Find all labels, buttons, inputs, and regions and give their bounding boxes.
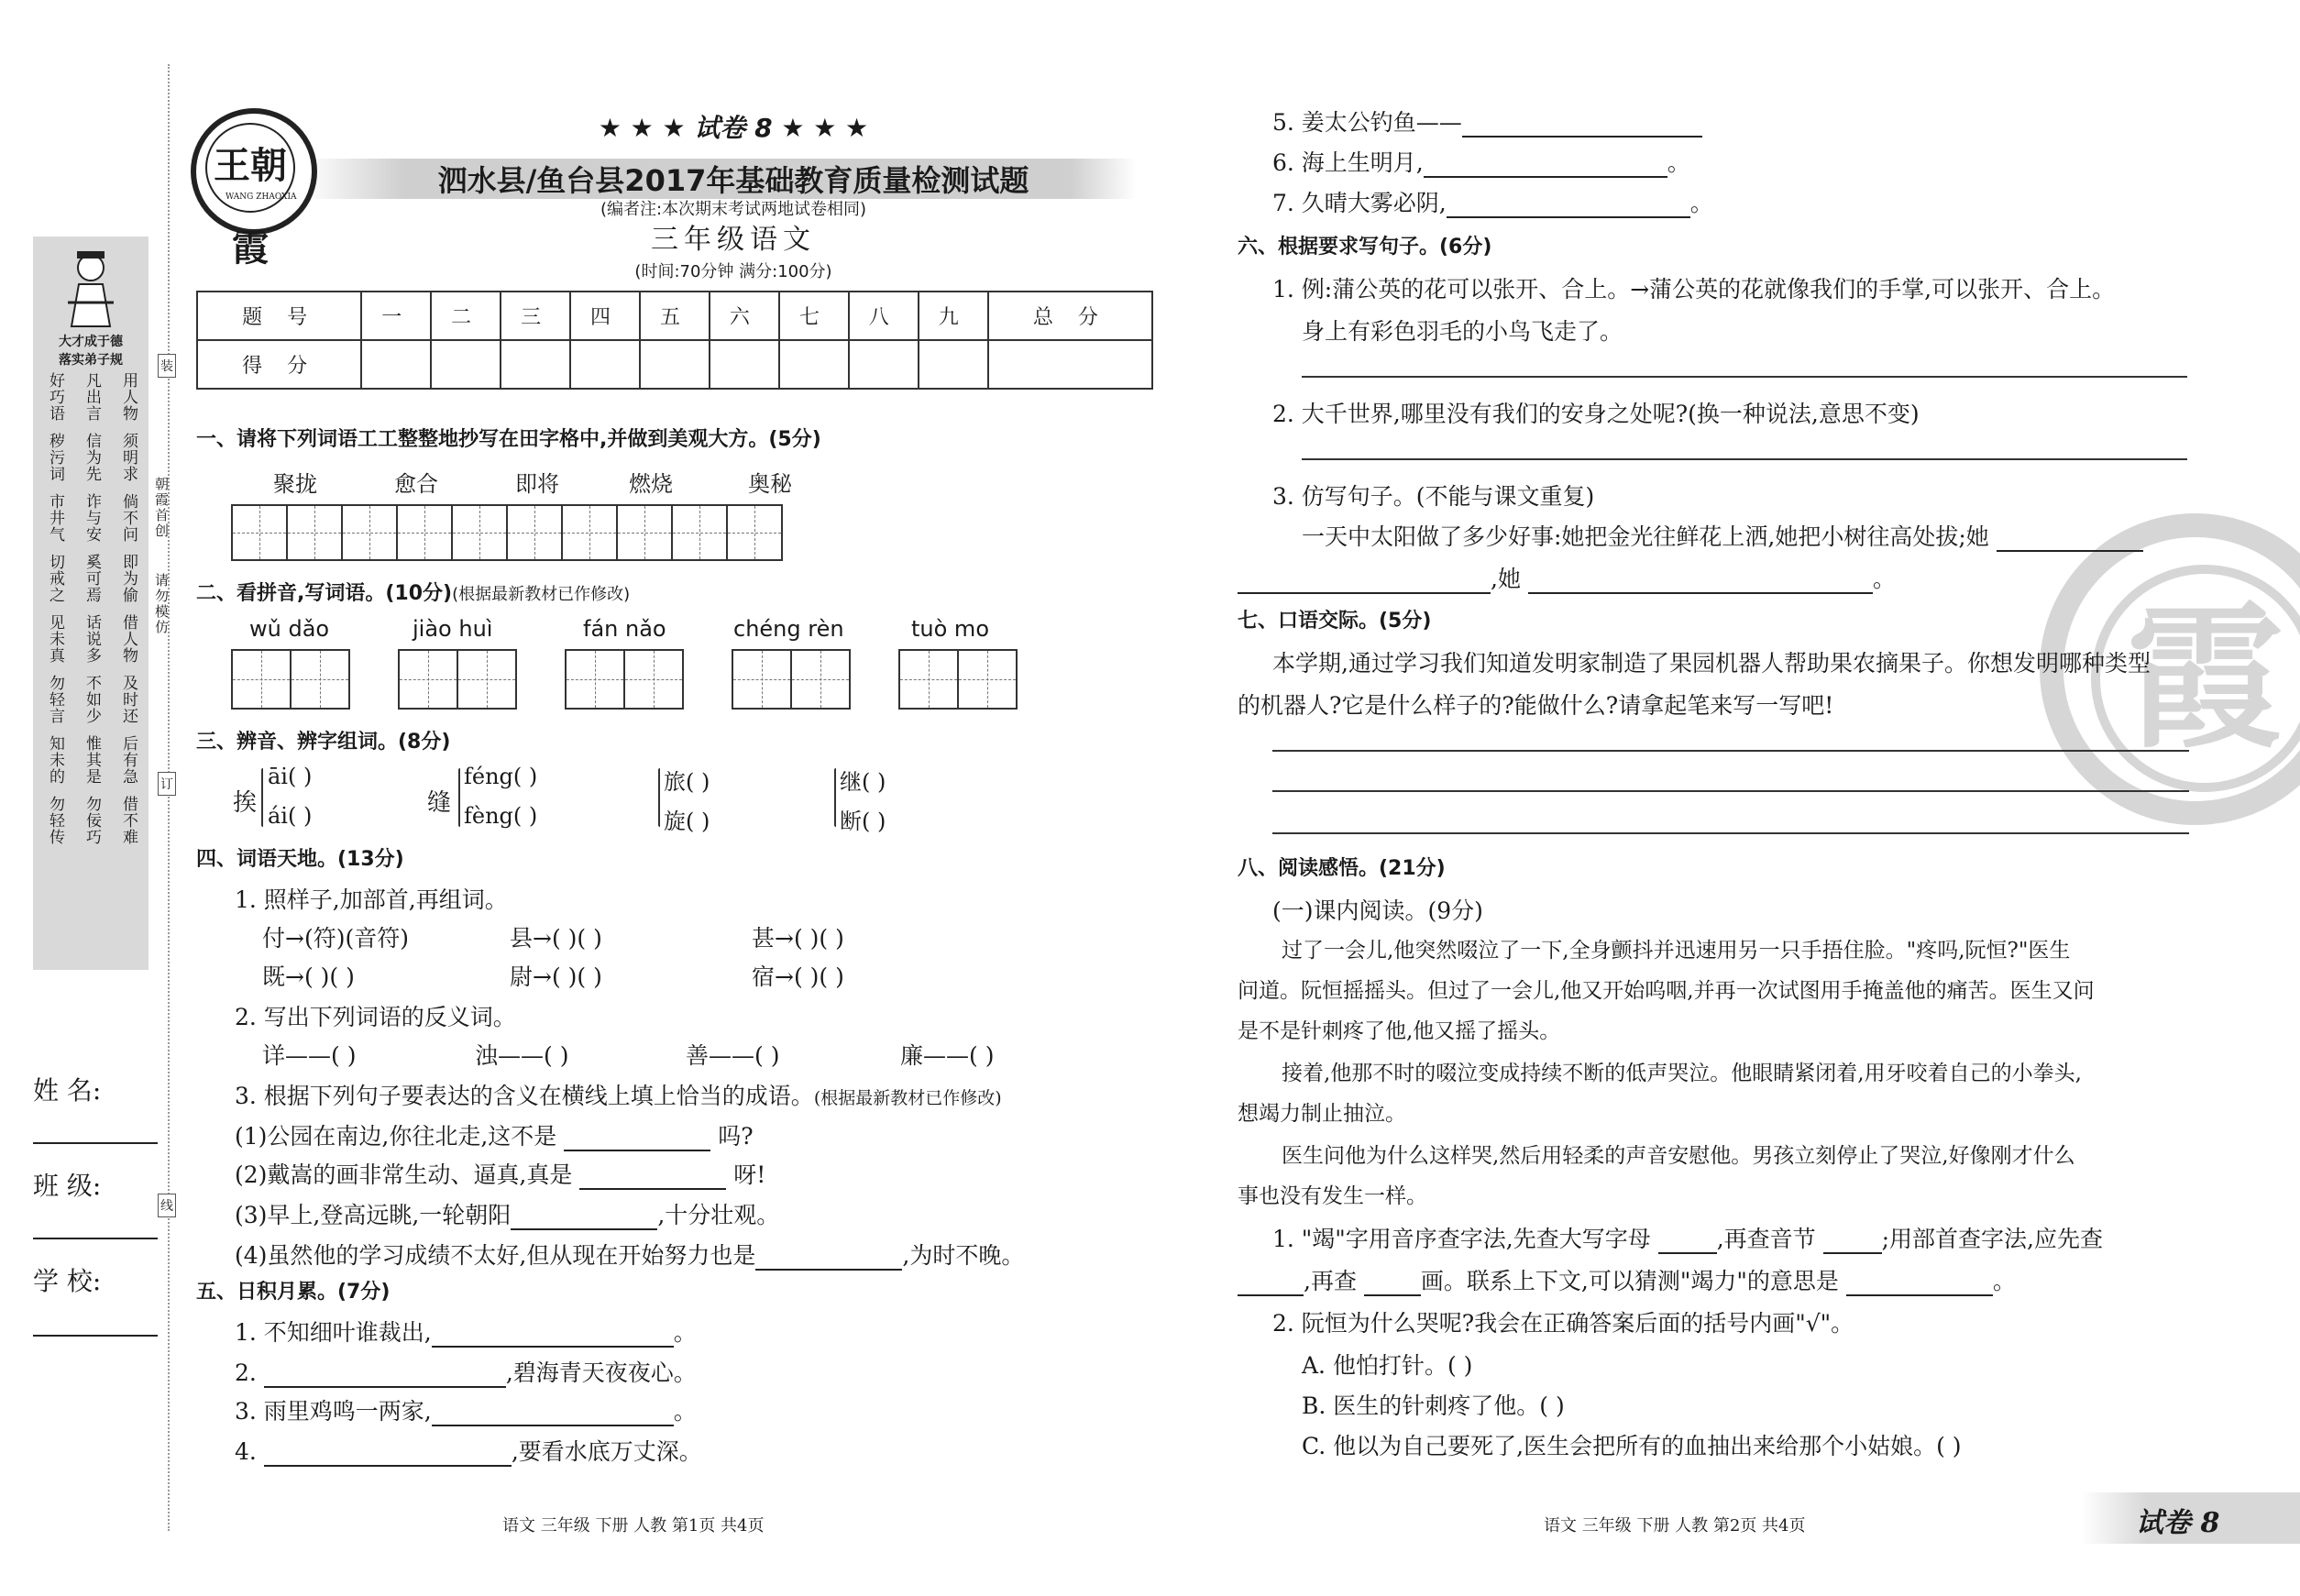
answer-blank[interactable] xyxy=(1238,1268,1304,1296)
q4-part3: 3. 根据下列句子要表达的含义在横线上填上恰当的成语。(根据最新教材已作修改) xyxy=(235,1083,1002,1109)
score-header-row: 题 号 一 二 三 四 五 六 七 八 九 总 分 xyxy=(197,292,1152,340)
q6-part1: 1. 例:蒲公英的花可以张开、合上。→蒲公英的花就像我们的手掌,可以张开、合上。 xyxy=(1272,276,2116,303)
q4-part2: 2. 写出下列词语的反义词。 xyxy=(235,1004,516,1030)
passage-line: 过了一会儿,他突然啜泣了一下,全身颤抖并迅速用另一只手捂住脸。"疼吗,阮恒?"医生 xyxy=(1282,939,2071,963)
q1-word: 燃烧 xyxy=(629,471,673,497)
answer-blank[interactable] xyxy=(1447,190,1690,218)
idiom-sentence: (4)虽然他的学习成绩不太好,但从现在开始努力也是 ,为时不晚。 xyxy=(235,1242,1025,1269)
pinyin-grid[interactable] xyxy=(567,649,684,710)
q4-item[interactable]: 甚→( )( ) xyxy=(752,925,844,952)
passage-line: 医生问他为什么这样哭,然后用轻柔的声音安慰他。男孩立刻停止了哭泣,好像刚才什么 xyxy=(1282,1144,2075,1168)
q1-word: 聚拢 xyxy=(273,471,317,497)
q8-question-1: 1. "竭"字用音序查字法,先查大写字母 ,再查音节 ;用部首查字法,应先查 xyxy=(1272,1226,2103,1252)
passage-line: 接着,他那不时的啜泣变成持续不断的低声哭泣。他眼睛紧闭着,用牙咬着自己的小拳头, xyxy=(1282,1062,2082,1085)
q3-char-1: 挨 xyxy=(233,789,258,817)
score-value-row[interactable]: 得 分 xyxy=(197,340,1152,389)
q4-heading: 四、词语天地。(13分) xyxy=(196,848,404,871)
maxim-row: 好巧语 凡出言 用人物 xyxy=(46,372,138,422)
answer-blank[interactable] xyxy=(1462,109,1702,138)
maxim-row: 见未真 话说多 借人物 xyxy=(46,614,138,664)
maxim-row: 市井气 诈与安 倘不问 xyxy=(46,493,138,543)
answer-blank[interactable] xyxy=(1823,1226,1882,1254)
q3-heading: 三、辨音、辨字组词。(8分) xyxy=(196,731,451,754)
q3-item[interactable]: 断( ) xyxy=(840,809,886,834)
maxim-row: 勿轻传 勿佞巧 借不难 xyxy=(46,796,138,845)
passage-line: 想竭力制止抽泣。 xyxy=(1238,1102,1406,1126)
q8-subheading: (一)课内阅读。(9分) xyxy=(1272,897,1483,924)
q4-item[interactable]: 县→( )( ) xyxy=(510,925,602,952)
class-field[interactable] xyxy=(33,1238,158,1239)
pinyin-grid[interactable] xyxy=(233,649,350,710)
q4-item[interactable]: 尉→( )( ) xyxy=(510,963,602,990)
class-label: 班 级: xyxy=(33,1171,102,1201)
q3-item[interactable]: fèng( ) xyxy=(464,803,538,829)
answer-blank[interactable] xyxy=(264,1359,506,1388)
answer-blank[interactable] xyxy=(432,1398,674,1426)
idiom-sentence: (1)公园在南边,你往北走,这不是 吗? xyxy=(235,1123,754,1150)
q2-heading: 二、看拼音,写词语。(10分)(根据最新教材已作修改) xyxy=(196,582,631,605)
q7-text: 本学期,通过学习我们知道发明家制造了果园机器人帮助果农摘果子。你想发明哪种类型 xyxy=(1272,650,2151,677)
maxim-row: 切戒之 奚可焉 即为偷 xyxy=(46,554,138,603)
maxim-row: 秽污词 信为先 须明求 xyxy=(46,433,138,482)
q6-part3-continue: ,她 。 xyxy=(1238,561,1896,594)
q7-heading: 七、口语交际。(5分) xyxy=(1238,610,1432,633)
passage-line: 是不是针刺疼了他,他又摇了摇头。 xyxy=(1238,1019,1561,1043)
vertical-note-2: 请勿模仿 xyxy=(153,573,170,635)
brace xyxy=(658,768,660,827)
watermark-seal: 霞 xyxy=(2040,513,2300,825)
answer-line[interactable] xyxy=(1302,458,2187,460)
answer-blank[interactable] xyxy=(432,1319,674,1348)
maxim-row: 勿轻言 不如少 及时还 xyxy=(46,675,138,724)
motto-1: 大才成于德 xyxy=(59,335,123,349)
brace xyxy=(458,768,460,827)
option-b[interactable]: B. 医生的针刺疼了他。( ) xyxy=(1302,1392,1565,1419)
answer-blank[interactable] xyxy=(1997,523,2143,552)
pinyin-grid[interactable] xyxy=(733,649,851,710)
school-field[interactable] xyxy=(33,1335,158,1337)
q5-heading: 五、日积月累。(7分) xyxy=(196,1281,391,1304)
q4-part1: 1. 照样子,加部首,再组词。 xyxy=(235,886,508,913)
name-label: 姓 名: xyxy=(33,1075,102,1106)
answer-blank[interactable] xyxy=(579,1161,726,1190)
paper-tag: 试卷 8 xyxy=(2136,1507,2220,1539)
poem-line: 4. ,要看水底万丈深。 xyxy=(235,1438,702,1465)
q6-part3-sentence: 一天中太阳做了多少好事:她把金光往鲜花上洒,她把小树往高处拔;她 xyxy=(1302,519,2143,552)
name-field[interactable] xyxy=(33,1142,158,1144)
option-c[interactable]: C. 他以为自己要死了,医生会把所有的血抽出来给那个小姑娘。( ) xyxy=(1302,1433,1962,1459)
antonym-item[interactable]: 浊——( ) xyxy=(475,1042,569,1069)
idiom-sentence: (2)戴嵩的画非常生动、逼真,真是 呀! xyxy=(235,1161,766,1188)
answer-blank[interactable] xyxy=(1364,1268,1421,1296)
seal-ding: 订 xyxy=(158,772,176,796)
scholar-icon xyxy=(61,246,121,328)
option-a[interactable]: A. 他怕打针。( ) xyxy=(1302,1352,1473,1379)
passage-line: 问道。阮恒摇摇头。但过了一会儿,他又开始呜咽,并再一次试图用手掩盖他的痛苦。医生又问 xyxy=(1238,979,2095,1003)
answer-blank[interactable] xyxy=(1658,1226,1717,1254)
editor-note: (编者注:本次期末考试两地试卷相同) xyxy=(600,200,867,219)
answer-blank[interactable] xyxy=(1238,566,1491,594)
logo-subtext: WANG ZHAOXIA xyxy=(226,193,297,202)
poem-line: 3. 雨里鸡鸣一两家, 。 xyxy=(235,1398,697,1425)
q6-part1-sentence: 身上有彩色羽毛的小鸟飞走了。 xyxy=(1302,318,1623,345)
pinyin-label: tuò mo xyxy=(911,616,989,642)
maxim-row: 知未的 惟其是 后有急 xyxy=(46,735,138,785)
answer-blank[interactable] xyxy=(1846,1268,1993,1296)
footer-left: 语文 三年级 下册 人教 第1页 共4页 xyxy=(502,1516,765,1535)
pinyin-label: chéng rèn xyxy=(733,616,844,642)
q8-question-1-continue: ,再查 画。联系上下文,可以猜测"竭力"的意思是 。 xyxy=(1238,1263,2016,1296)
q3-char-2: 缝 xyxy=(427,789,452,817)
q1-writing-grid[interactable] xyxy=(233,504,783,561)
q4-item: 付→(符)(音符) xyxy=(262,925,409,952)
answer-blank[interactable] xyxy=(264,1438,512,1467)
poem-line: 6. 海上生明月, 。 xyxy=(1272,149,1690,176)
pinyin-label: wǔ dǎo xyxy=(249,616,330,642)
poem-line: 1. 不知细叶谁裁出, 。 xyxy=(235,1319,697,1346)
antonym-item[interactable]: 详——( ) xyxy=(262,1042,357,1069)
q3-item[interactable]: 旅( ) xyxy=(664,769,710,795)
answer-blank[interactable] xyxy=(1424,149,1667,178)
q3-item[interactable]: āi( ) xyxy=(268,764,313,789)
q6-heading: 六、根据要求写句子。(6分) xyxy=(1238,236,1492,259)
q1-word: 愈合 xyxy=(394,471,438,497)
q6-part2: 2. 大千世界,哪里没有我们的安身之处呢?(换一种说法,意思不变) xyxy=(1272,401,1920,427)
sidebar-panel xyxy=(33,237,149,970)
poem-line: 7. 久晴大雾必阴, 。 xyxy=(1272,190,1713,216)
answer-line[interactable] xyxy=(1272,750,2189,752)
brace xyxy=(261,768,263,827)
antonym-item[interactable]: 廉——( ) xyxy=(900,1042,995,1069)
seal-xian: 线 xyxy=(158,1194,176,1217)
brace xyxy=(834,768,836,827)
q8-heading: 八、阅读感悟。(21分) xyxy=(1238,857,1446,880)
time-info: (时间:70分钟 满分:100分) xyxy=(634,262,832,281)
q3-item[interactable]: 继( ) xyxy=(840,769,886,795)
motto-2: 落实弟子规 xyxy=(59,353,123,368)
q3-item[interactable]: ái( ) xyxy=(268,803,313,829)
answer-blank[interactable] xyxy=(1528,566,1873,594)
brand-logo xyxy=(191,108,317,270)
logo-text: 王朝霞 xyxy=(205,123,295,213)
pinyin-grid[interactable] xyxy=(900,649,1018,710)
answer-blank[interactable] xyxy=(564,1123,710,1151)
answer-line[interactable] xyxy=(1272,832,2189,834)
answer-blank[interactable] xyxy=(755,1242,902,1271)
answer-line[interactable] xyxy=(1272,790,2189,792)
antonym-item[interactable]: 善——( ) xyxy=(686,1042,780,1069)
subject-title: 三年级语文 xyxy=(651,224,816,256)
q3-item[interactable]: féng( ) xyxy=(464,764,538,789)
q7-text: 的机器人?它是什么样子的?能做什么?请拿起笔来写一写吧! xyxy=(1238,692,1834,719)
poem-line: 2. ,碧海青天夜夜心。 xyxy=(235,1359,697,1386)
pinyin-label: fán nǎo xyxy=(583,616,666,642)
page-title: 泗水县/鱼台县2017年基础教育质量检测试题 xyxy=(437,163,1029,198)
passage-line: 事也没有发生一样。 xyxy=(1238,1184,1427,1208)
idiom-sentence: (3)早上,登高远眺,一轮朝阳 ,十分壮观。 xyxy=(235,1202,780,1228)
answer-blank[interactable] xyxy=(511,1202,657,1230)
score-table xyxy=(196,291,1153,390)
q3-item[interactable]: 旋( ) xyxy=(664,809,710,834)
school-label: 学 校: xyxy=(33,1266,102,1296)
maxims-list xyxy=(46,372,138,856)
q1-heading: 一、请将下列词语工工整整地抄写在田字格中,并做到美观大方。(5分) xyxy=(196,428,821,451)
answer-line[interactable] xyxy=(1302,376,2187,378)
pinyin-grid[interactable] xyxy=(400,649,517,710)
q1-word: 奥秘 xyxy=(748,471,792,497)
binding-line xyxy=(168,64,170,1531)
q1-word: 即将 xyxy=(515,471,559,497)
footer-right: 语文 三年级 下册 人教 第2页 共4页 xyxy=(1544,1516,1806,1535)
paper-number: ★ ★ ★ 试卷 8 ★ ★ ★ xyxy=(598,113,869,143)
q6-part3: 3. 仿写句子。(不能与课文重复) xyxy=(1272,483,1595,510)
poem-line: 5. 姜太公钓鱼—— xyxy=(1272,105,1702,138)
q4-item[interactable]: 宿→( )( ) xyxy=(752,963,844,990)
pinyin-label: jiào huì xyxy=(413,616,493,642)
seal-zhuang: 装 xyxy=(158,354,176,378)
q8-question-2: 2. 阮恒为什么哭呢?我会在正确答案后面的括号内画"√"。 xyxy=(1272,1310,1854,1337)
q4-item[interactable]: 既→( )( ) xyxy=(262,963,355,990)
vertical-note-1: 朝霞首创 xyxy=(153,477,170,539)
